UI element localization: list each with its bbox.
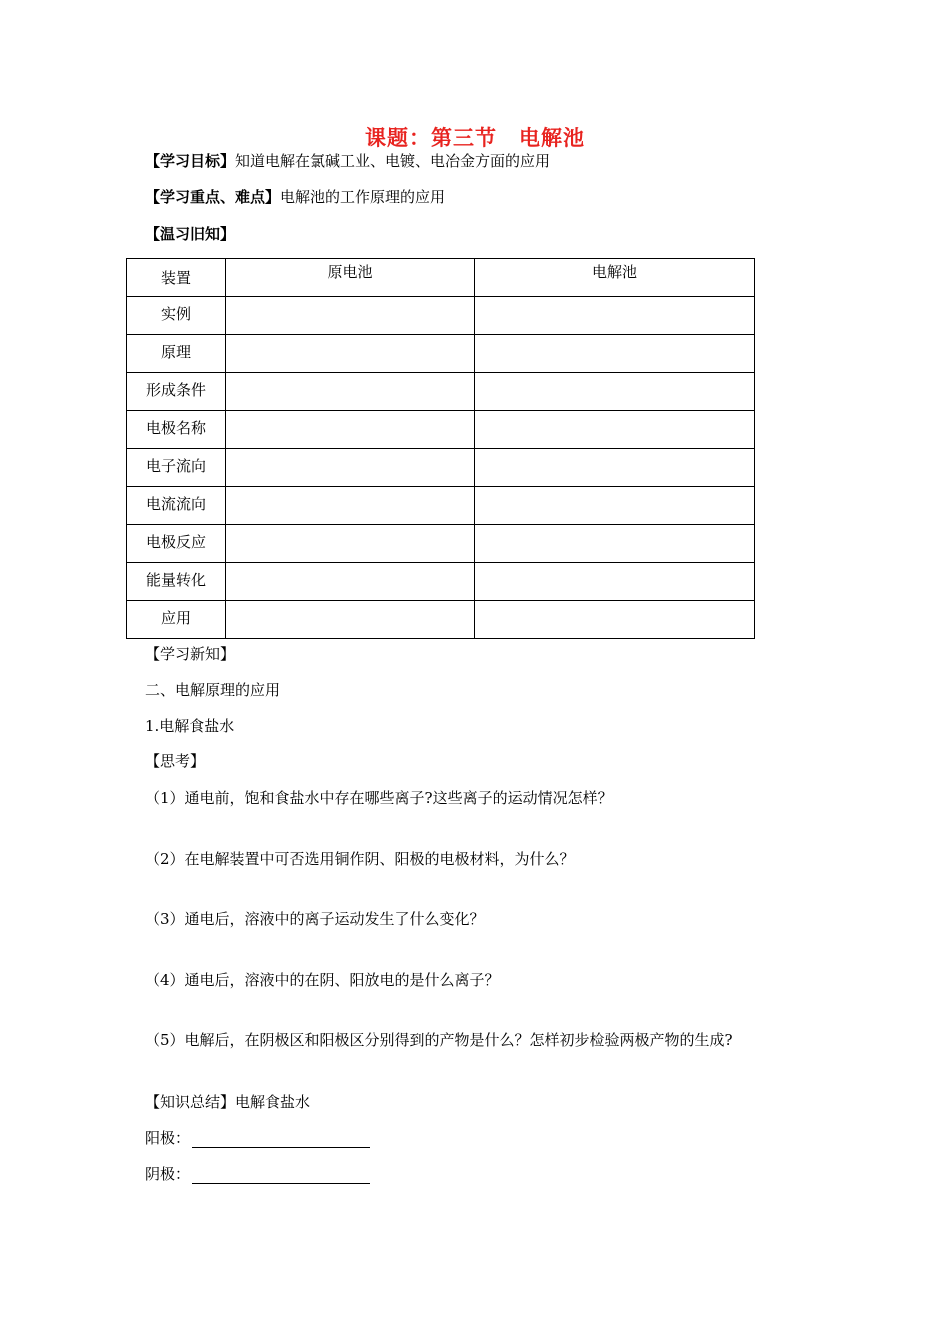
table-cell (226, 297, 475, 335)
table-cell (475, 601, 755, 639)
table-cell (226, 487, 475, 525)
row-label: 电流流向 (127, 487, 226, 525)
row-label: 电极名称 (127, 411, 226, 449)
table-row (127, 297, 755, 335)
table-row (127, 335, 755, 373)
question-item: （2）在电解装置中可否选用铜作阴、阳极的电极材料，为什么？ (145, 850, 575, 868)
question-item: （1）通电前，饱和食盐水中存在哪些离子?这些离子的运动情况怎样？ (145, 789, 613, 807)
table-cell (475, 335, 755, 373)
table-header-row (127, 259, 755, 297)
table-cell (226, 525, 475, 563)
row-label: 实例 (127, 297, 226, 335)
table-cell (475, 449, 755, 487)
anode-label: 阳极： (145, 1129, 191, 1147)
table-row (127, 449, 755, 487)
anode-answer-line (145, 1128, 370, 1148)
table-row (127, 601, 755, 639)
objectives-label: 【学习目标】 (145, 152, 236, 170)
cathode-label: 阴极： (145, 1165, 191, 1183)
key-points (145, 187, 445, 207)
table-row (127, 411, 755, 449)
table-cell (226, 411, 475, 449)
table-cell (475, 297, 755, 335)
table-cell (475, 373, 755, 411)
table-row (127, 525, 755, 563)
summary-label: 【知识总结】 (145, 1093, 236, 1111)
question-item: （5）电解后，在阴极区和阳极区分别得到的产物是什么？怎样初步检验两极产物的生成? (145, 1031, 733, 1049)
summary-text: 电解食盐水 (235, 1093, 311, 1111)
table-cell (226, 449, 475, 487)
subsection-heading: 1.电解食盐水 (145, 717, 235, 735)
review-heading: 【温习旧知】 (145, 225, 236, 243)
think-heading: 【思考】 (145, 752, 206, 770)
table-cell (226, 373, 475, 411)
review-table (126, 258, 755, 639)
anode-blank[interactable] (192, 1130, 370, 1148)
table-cell (226, 601, 475, 639)
table-cell (475, 563, 755, 601)
table-cell (226, 335, 475, 373)
row-label: 应用 (127, 601, 226, 639)
table-row (127, 373, 755, 411)
learning-objectives (145, 151, 550, 171)
header-galvanic-cell: 原电池 (226, 259, 475, 297)
question-item: （3）通电后，溶液中的离子运动发生了什么变化？ (145, 910, 485, 928)
row-label: 电极反应 (127, 525, 226, 563)
table-cell (475, 411, 755, 449)
table-cell (226, 563, 475, 601)
header-device: 装置 (127, 259, 226, 297)
section-heading: 二、电解原理的应用 (145, 681, 281, 699)
table-row (127, 487, 755, 525)
table-cell (475, 525, 755, 563)
header-electrolytic-cell: 电解池 (475, 259, 755, 297)
key-points-label: 【学习重点、难点】 (145, 188, 281, 206)
row-label: 能量转化 (127, 563, 226, 601)
objectives-text: 知道电解在氯碱工业、电镀、电冶金方面的应用 (235, 152, 551, 170)
row-label: 原理 (127, 335, 226, 373)
row-label: 形成条件 (127, 373, 226, 411)
question-item: （4）通电后，溶液中的在阴、阳放电的是什么离子？ (145, 971, 500, 989)
key-points-text: 电解池的工作原理的应用 (280, 188, 446, 206)
row-label: 电子流向 (127, 449, 226, 487)
knowledge-summary (145, 1092, 310, 1112)
new-knowledge-heading: 【学习新知】 (145, 645, 236, 663)
table-row (127, 563, 755, 601)
page-title: 课题：第三节 电解池 (365, 125, 585, 150)
table-cell (475, 487, 755, 525)
cathode-blank[interactable] (192, 1166, 370, 1184)
cathode-answer-line (145, 1164, 370, 1184)
